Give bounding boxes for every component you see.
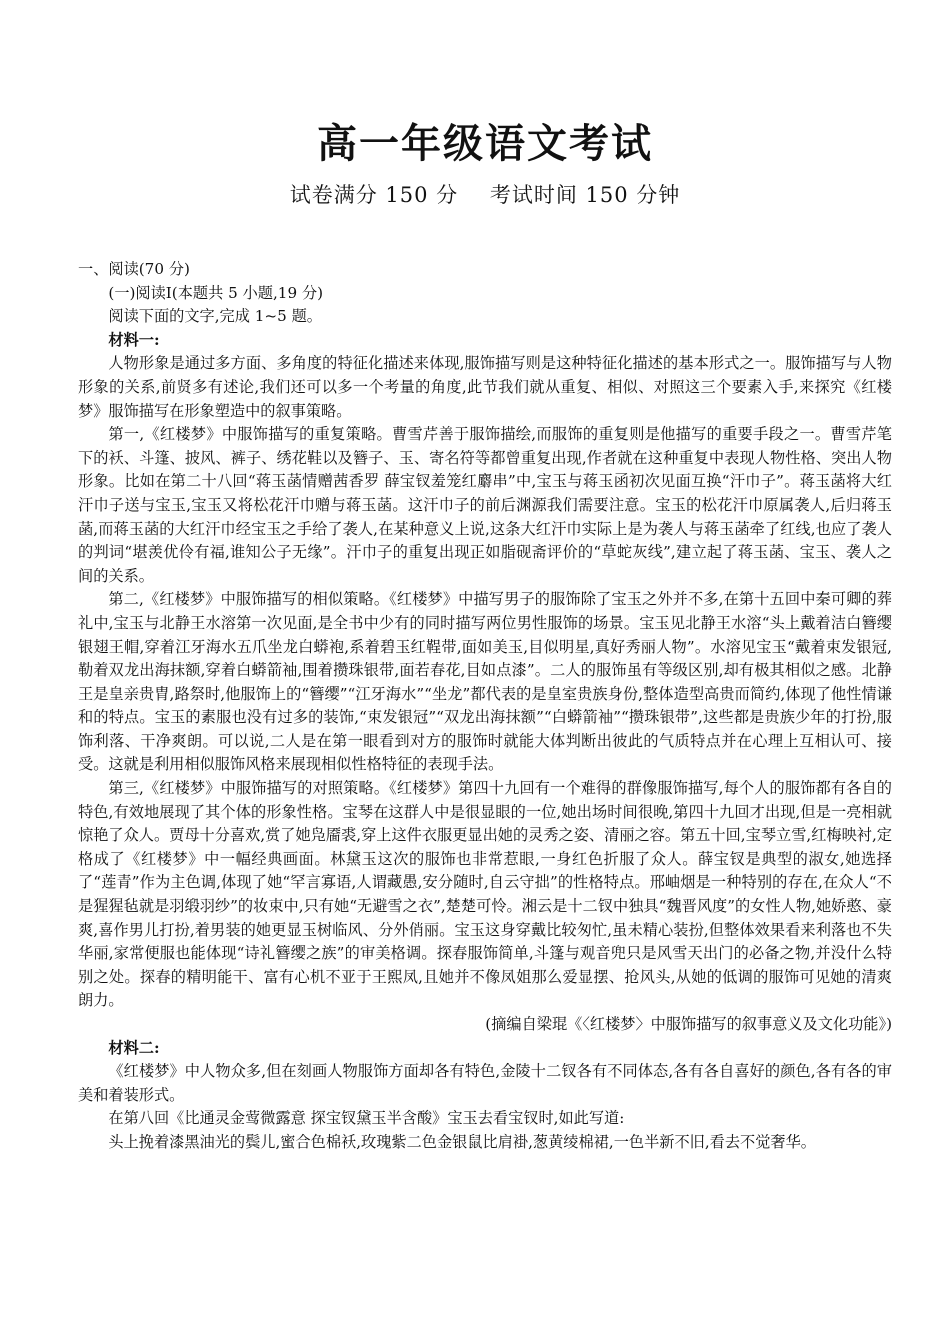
time-info: 考试时间 150 分钟 [489, 183, 681, 207]
sub-section-heading: (一)阅读Ⅰ(本题共 5 小题,19 分) [108, 283, 324, 302]
material-2-paragraph: 头上挽着漆黑油光的鬓儿,蜜合色棉袄,玫瑰紫二色金银鼠比肩褂,葱黄绫棉裙,一色半新不旧,看去不觉奢华。 [108, 1132, 816, 1151]
material-1-paragraph: 第三,《红楼梦》中服饰描写的对照策略。《红楼梦》第四十九回有一个难得的群像服饰描写,每个人的服饰都有各自的特色,有效地展现了其个体的形象性格。宝琴在这群人中是很显眼的一位,她出场时间很晚,第四十九回才出现,但是一亮相就惊艳了众人。贾母十分喜欢,赏了她凫靥裘,穿上这件衣服更显出她的灵秀之姿、清丽之容。第五十回,宝琴立雪,红梅映衬,定格成了《红楼梦》中一幅经典画面。林黛玉这次的服饰也非常惹眼,一身红色折服了众人。薛宝钗是典型的淑女,她选择了“莲青”作为主色调,体现了她“罕言寡语,人谓藏愚,安分随时,自云守拙”的性格特点。邢岫烟是一种特别的存在,在众人“不是猩猩毡就是羽缎羽纱”的妆束中,只有她“无避雪之衣”,楚楚可怜。湘云是十二钗中独具“魏晋风度”的女性人物,她娇憨、豪爽,喜作男儿打扮,着男装的她更显玉树临风、分外俏丽。宝玉这身穿戴比较匆忙,虽未精心装扮,但整体效果看来利落也不失华丽,家常便服也能体现“诗礼簪缨之族”的审美格调。探春服饰简单,斗篷与观音兜只是风雪天出门的必备之物,并没什么特别之处。探春的精明能干、富有心机不亚于王熙凤,且她并不像凤姐那么爱显摆、抢风头,从她的低调的服饰可见她的清爽朗力。 [78, 779, 892, 1010]
material-2-label: 材料二: [108, 1038, 160, 1057]
exam-title: 高一年级语文考试 [317, 121, 653, 167]
exam-body [78, 258, 892, 1155]
material-1-label: 材料一: [108, 330, 160, 349]
material-1-paragraph: 第一,《红楼梦》中服饰描写的重复策略。曹雪芹善于服饰描绘,而服饰的重复则是他描写的重要手段之一。曹雪芹笔下的袄、斗篷、披风、裤子、绣花鞋以及簪子、玉、寄名符等都曾重复出现,作者就在这种重复中表现人物性格、突出人物形象。比如在第二十八回“蒋玉菡情赠茜香罗 薛宝钗羞笼红麝串”中,宝玉与蒋玉函初次见面互换“汗巾子”。蒋玉菡将大红汗巾子送与宝玉,宝玉又将松花汗巾赠与蒋玉菡。这汗巾子的前后渊源我们需要注意。宝玉的松花汗巾原属袭人,后归蒋玉菡,而蒋玉菡的大红汗巾经宝玉之手给了袭人,在某种意义上说,这条大红汗巾实际上是为袭人与蒋玉菡牵了红线,也应了袭人的判词“堪羡优伶有福,谁知公子无缘”。汗巾子的重复出现正如脂砚斋评价的“草蛇灰线”,建立起了蒋玉菡、宝玉、袭人之间的关系。 [78, 425, 892, 585]
material-1-paragraph: 人物形象是通过多方面、多角度的特征化描述来体现,服饰描写则是这种特征化描述的基本形式之一。服饰描写与人物形象的关系,前贤多有述论,我们还可以多一个考量的角度,此节我们就从重复、相似、对照这三个要素入手,来探究《红楼梦》服饰描写在形象塑造中的叙事策略。 [78, 354, 892, 420]
reading-instruction: 阅读下面的文字,完成 1~5 题。 [108, 307, 322, 326]
material-2-paragraph: 《红楼梦》中人物众多,但在刻画人物服饰方面却各有特色,金陵十二钗各有不同体态,各有各自喜好的颜色,各有各的审美和着装形式。 [78, 1062, 892, 1104]
section-heading: 一、阅读(70 分) [78, 260, 190, 278]
material-1-source: (摘编自梁琨《〈红楼梦〉中服饰描写的叙事意义及文化功能》) [485, 1015, 892, 1033]
material-2-paragraph: 在第八回《比通灵金莺微露意 探宝钗黛玉半含酸》宝玉去看宝钗时,如此写道: [108, 1109, 625, 1128]
score-info: 试卷满分 150 分 [289, 183, 459, 207]
material-1-paragraph: 第二,《红楼梦》中服饰描写的相似策略。《红楼梦》中描写男子的服饰除了宝玉之外并不多,在第十五回中秦可卿的葬礼中,宝玉与北静王水溶第一次见面,是全书中少有的同时描写两位男性服饰的场景。宝玉见北静王水溶“头上戴着洁白簪缨银翅王帽,穿着江牙海水五爪坐龙白蟒袍,系着碧玉红鞓带,面如美玉,目似明星,真好秀丽人物”。水溶见宝玉“戴着束发银冠,勒着双龙出海抹额,穿着白蟒箭袖,围着攒珠银带,面若春花,目如点漆”。二人的服饰虽有等级区别,却有极其相似之感。北静王是皇亲贵胄,路祭时,他服饰上的“簪缨”“江牙海水”“坐龙”都代表的是皇室贵族身份,整体造型高贵而简约,体现了他性情谦和的特点。宝玉的素服也没有过多的装饰,“束发银冠”“双龙出海抹额”“白蟒箭袖”“攒珠银带”,这些都是贵族少年的打扮,服饰利落、干净爽朗。可以说,二人是在第一眼看到对方的服饰时就能大体判断出彼此的气质特点并在心理上互相认可、接受。这就是利用相似服饰风格来展现相似性格特征的表现手法。 [78, 590, 892, 774]
exam-subtitle [78, 180, 892, 210]
